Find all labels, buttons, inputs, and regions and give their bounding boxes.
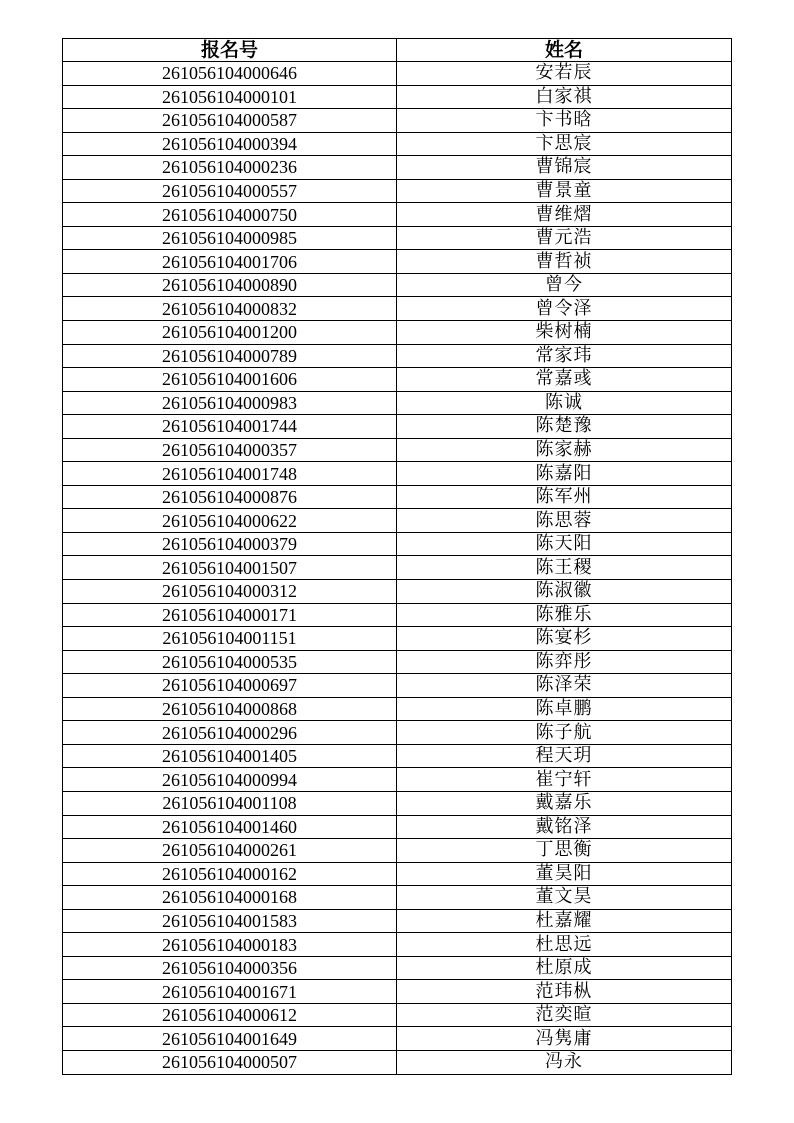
name-cell: 崔宁轩 <box>397 768 732 792</box>
registration-number-cell: 261056104001507 <box>63 556 397 580</box>
registration-number-cell: 261056104000646 <box>63 62 397 86</box>
name-cell: 陈王稷 <box>397 556 732 580</box>
name-cell: 陈天阳 <box>397 532 732 556</box>
table-row <box>63 886 732 910</box>
registration-number-cell: 261056104000394 <box>63 132 397 156</box>
table-row <box>63 650 732 674</box>
table-row <box>63 627 732 651</box>
table-row <box>63 62 732 86</box>
table-row <box>63 509 732 533</box>
name-cell: 陈子航 <box>397 721 732 745</box>
table-row <box>63 321 732 345</box>
registration-number-cell: 261056104000697 <box>63 674 397 698</box>
table-row <box>63 839 732 863</box>
name-cell: 卞思宸 <box>397 132 732 156</box>
name-cell: 董昊阳 <box>397 862 732 886</box>
table-row <box>63 179 732 203</box>
registration-number-cell: 261056104000101 <box>63 85 397 109</box>
registration-number-cell: 261056104000868 <box>63 697 397 721</box>
registration-number-cell: 261056104000171 <box>63 603 397 627</box>
table-row <box>63 603 732 627</box>
name-cell: 杜思远 <box>397 933 732 957</box>
table-row <box>63 556 732 580</box>
registration-number-cell: 261056104001744 <box>63 415 397 439</box>
registration-number-cell: 261056104000832 <box>63 297 397 321</box>
table-row <box>63 485 732 509</box>
name-cell: 陈家赫 <box>397 438 732 462</box>
name-cell: 冯永 <box>397 1050 732 1074</box>
registration-table <box>62 38 732 1075</box>
table-row <box>63 674 732 698</box>
registration-number-cell: 261056104000379 <box>63 532 397 556</box>
name-cell: 常嘉彧 <box>397 368 732 392</box>
table-row <box>63 721 732 745</box>
table-row <box>63 109 732 133</box>
name-cell: 曹元浩 <box>397 226 732 250</box>
table-row <box>63 956 732 980</box>
registration-number-cell: 261056104000296 <box>63 721 397 745</box>
table-row <box>63 462 732 486</box>
registration-number-cell: 261056104001460 <box>63 815 397 839</box>
header-name: 姓名 <box>397 39 732 62</box>
table-row <box>63 391 732 415</box>
table-row <box>63 368 732 392</box>
name-cell: 陈楚豫 <box>397 415 732 439</box>
registration-number-cell: 261056104000183 <box>63 933 397 957</box>
name-cell: 戴嘉乐 <box>397 791 732 815</box>
name-cell: 杜原成 <box>397 956 732 980</box>
registration-number-cell: 261056104000994 <box>63 768 397 792</box>
table-row <box>63 297 732 321</box>
name-cell: 冯隽庸 <box>397 1027 732 1051</box>
name-cell: 陈雅乐 <box>397 603 732 627</box>
name-cell: 陈弈彤 <box>397 650 732 674</box>
registration-number-cell: 261056104000236 <box>63 156 397 180</box>
registration-number-cell: 261056104000357 <box>63 438 397 462</box>
table-row <box>63 815 732 839</box>
header-registration-number: 报名号 <box>63 39 397 62</box>
table-row <box>63 132 732 156</box>
table-row <box>63 580 732 604</box>
registration-number-cell: 261056104000622 <box>63 509 397 533</box>
table-row <box>63 415 732 439</box>
registration-number-cell: 261056104000507 <box>63 1050 397 1074</box>
registration-number-cell: 261056104000261 <box>63 839 397 863</box>
registration-number-cell: 261056104000876 <box>63 485 397 509</box>
table-row <box>63 1027 732 1051</box>
name-cell: 范奕暄 <box>397 1003 732 1027</box>
registration-number-cell: 261056104000983 <box>63 391 397 415</box>
registration-number-cell: 261056104001151 <box>63 627 397 651</box>
name-cell: 曹哲祯 <box>397 250 732 274</box>
name-cell: 常家玮 <box>397 344 732 368</box>
name-cell: 陈泽荣 <box>397 674 732 698</box>
registration-number-cell: 261056104000890 <box>63 273 397 297</box>
registration-number-cell: 261056104001671 <box>63 980 397 1004</box>
name-cell: 杜嘉耀 <box>397 909 732 933</box>
name-cell: 陈诚 <box>397 391 732 415</box>
table-row <box>63 85 732 109</box>
table-row <box>63 226 732 250</box>
registration-number-cell: 261056104000557 <box>63 179 397 203</box>
name-cell: 卞书晗 <box>397 109 732 133</box>
name-cell: 曹锦宸 <box>397 156 732 180</box>
registration-number-cell: 261056104000750 <box>63 203 397 227</box>
name-cell: 陈思蓉 <box>397 509 732 533</box>
table-row <box>63 791 732 815</box>
registration-number-cell: 261056104000535 <box>63 650 397 674</box>
table-row <box>63 250 732 274</box>
name-cell: 戴铭泽 <box>397 815 732 839</box>
registration-number-cell: 261056104000162 <box>63 862 397 886</box>
table-body <box>63 62 732 1075</box>
table-row <box>63 273 732 297</box>
table-row <box>63 438 732 462</box>
registration-number-cell: 261056104001108 <box>63 791 397 815</box>
table-row <box>63 156 732 180</box>
table-row <box>63 697 732 721</box>
registration-number-cell: 261056104001405 <box>63 744 397 768</box>
registration-number-cell: 261056104000356 <box>63 956 397 980</box>
name-cell: 安若辰 <box>397 62 732 86</box>
name-cell: 董文昊 <box>397 886 732 910</box>
name-cell: 白家祺 <box>397 85 732 109</box>
name-cell: 曾令泽 <box>397 297 732 321</box>
table-row <box>63 532 732 556</box>
registration-number-cell: 261056104001200 <box>63 321 397 345</box>
registration-number-cell: 261056104000985 <box>63 226 397 250</box>
name-cell: 陈淑徽 <box>397 580 732 604</box>
name-cell: 程天玥 <box>397 744 732 768</box>
registration-number-cell: 261056104001583 <box>63 909 397 933</box>
name-cell: 陈军州 <box>397 485 732 509</box>
name-cell: 陈卓鹏 <box>397 697 732 721</box>
document-page <box>62 38 731 1075</box>
table-header-row <box>63 39 732 62</box>
registration-number-cell: 261056104000612 <box>63 1003 397 1027</box>
table-row <box>63 344 732 368</box>
table-row <box>63 1050 732 1074</box>
table-row <box>63 1003 732 1027</box>
table-row <box>63 933 732 957</box>
table-row <box>63 909 732 933</box>
table-row <box>63 862 732 886</box>
name-cell: 曹景童 <box>397 179 732 203</box>
name-cell: 柴树楠 <box>397 321 732 345</box>
name-cell: 曹维熠 <box>397 203 732 227</box>
table-row <box>63 768 732 792</box>
name-cell: 范玮枞 <box>397 980 732 1004</box>
registration-number-cell: 261056104001706 <box>63 250 397 274</box>
name-cell: 陈嘉阳 <box>397 462 732 486</box>
registration-number-cell: 261056104001649 <box>63 1027 397 1051</box>
name-cell: 曾今 <box>397 273 732 297</box>
registration-number-cell: 261056104000168 <box>63 886 397 910</box>
table-row <box>63 203 732 227</box>
registration-number-cell: 261056104001606 <box>63 368 397 392</box>
name-cell: 丁思衡 <box>397 839 732 863</box>
registration-number-cell: 261056104000789 <box>63 344 397 368</box>
registration-number-cell: 261056104001748 <box>63 462 397 486</box>
registration-number-cell: 261056104000587 <box>63 109 397 133</box>
table-row <box>63 744 732 768</box>
table-row <box>63 980 732 1004</box>
registration-number-cell: 261056104000312 <box>63 580 397 604</box>
name-cell: 陈宴杉 <box>397 627 732 651</box>
